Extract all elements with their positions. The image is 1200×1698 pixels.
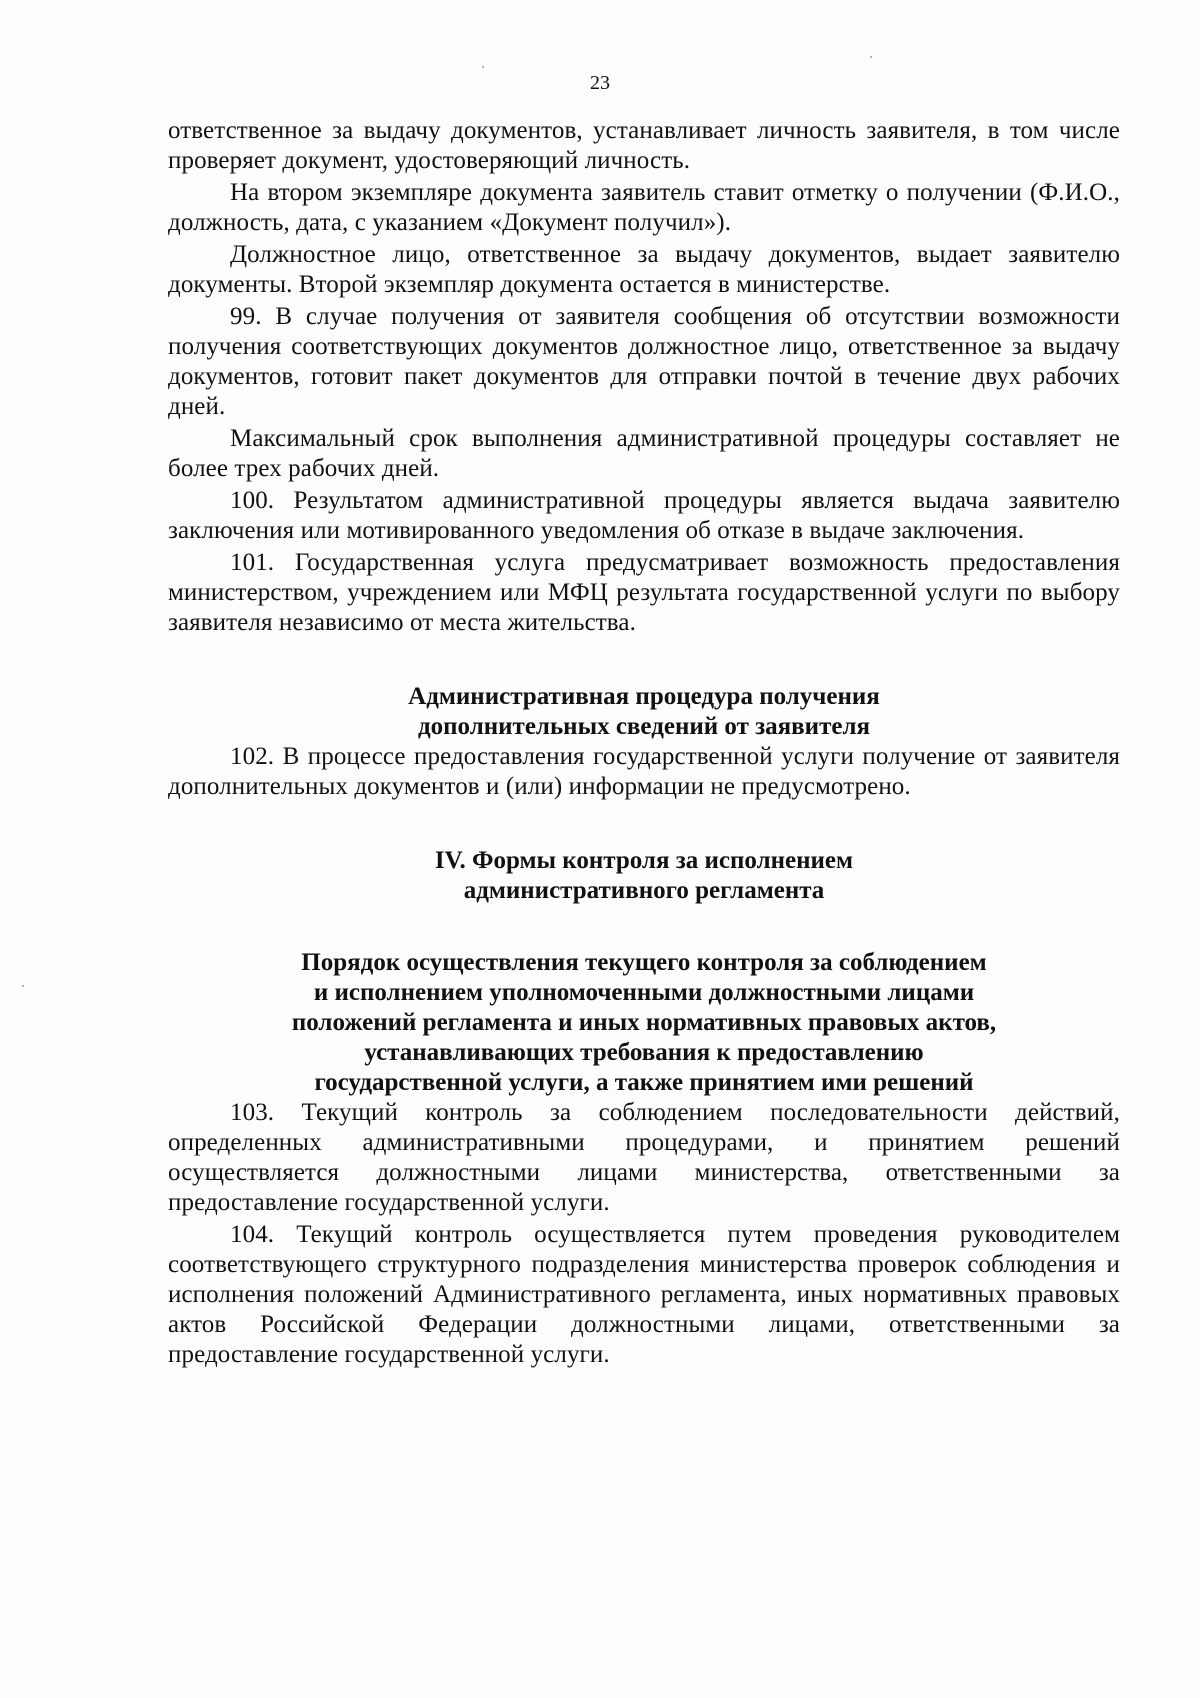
heading-section-iv-line-1: IV. Формы контроля за исполнением bbox=[434, 847, 854, 874]
heading-current-control-line-3: положений регламента и иных нормативных правовых актов, bbox=[291, 1009, 997, 1036]
heading-current-control-line-4: устанавливающих требования к предоставлению bbox=[364, 1039, 924, 1066]
paragraph-issue-documents: Должностное лицо, ответственное за выдачу документов, выдает заявителю документы. Второй экземпляр документа остается в министерстве. bbox=[168, 241, 1120, 298]
paragraph-104: 104. Текущий контроль осуществляется путем проведения руководителем соответствующего структурного подразделения министерства проверок соблюдения и исполнения положений Административного регламента, иных нормативных правовых актов Российской Федерации должностными лицами, ответственными за предоставление государственной услуги. bbox=[168, 1221, 1120, 1368]
heading-current-control-line-1: Порядок осуществления текущего контроля за соблюдением bbox=[301, 949, 987, 976]
document-body bbox=[168, 116, 1120, 1370]
scan-speck bbox=[482, 66, 484, 68]
paragraph-max-term: Максимальный срок выполнения административной процедуры составляет не более трех рабочих дней. bbox=[168, 425, 1120, 482]
paragraph-100: 100. Результатом административной процедуры является выдача заявителю заключения или мотивированного уведомления об отказе в выдаче заключения. bbox=[168, 487, 1120, 544]
scan-speck bbox=[22, 985, 24, 987]
paragraph-103: 103. Текущий контроль за соблюдением последовательности действий, определенных административными процедурами, и принятием решений осуществляется должностными лицами министерства, ответственными за предоставление государственной услуги. bbox=[168, 1099, 1120, 1216]
page-number: 23 bbox=[590, 72, 610, 94]
heading-section-iv-line-2: административного регламента bbox=[463, 877, 825, 904]
heading-section-iv bbox=[168, 846, 1120, 906]
heading-current-control-line-5: государственной услуги, а также принятием ими решений bbox=[314, 1069, 974, 1096]
paragraph-continuation: ответственное за выдачу документов, устанавливает личность заявителя, в том числе проверяет документ, удостоверяющий личность. bbox=[168, 117, 1120, 174]
heading-current-control bbox=[168, 948, 1120, 1098]
scan-speck bbox=[870, 56, 872, 58]
heading-additional-info-line-1: Административная процедура получения bbox=[408, 683, 880, 710]
heading-current-control-line-2: и исполнением уполномоченными должностными лицами bbox=[313, 979, 975, 1006]
paragraph-signature-mark: На втором экземпляре документа заявитель ставит отметку о получении (Ф.И.О., должность, дата, с указанием «Документ получил»). bbox=[168, 179, 1120, 236]
heading-additional-info-line-2: дополнительных сведений от заявителя bbox=[417, 713, 871, 740]
heading-additional-info bbox=[168, 682, 1120, 742]
paragraph-99: 99. В случае получения от заявителя сообщения об отсутствии возможности получения соответствующих документов должностное лицо, ответственное за выдачу документов, готовит пакет документов для отправки почтой в течение двух рабочих дней. bbox=[168, 303, 1120, 420]
paragraph-102: 102. В процессе предоставления государственной услуги получение от заявителя дополнительных документов и (или) информации не предусмотрено. bbox=[168, 743, 1120, 800]
paragraph-101: 101. Государственная услуга предусматривает возможность предоставления министерством, учреждением или МФЦ результата государственной услуги по выбору заявителя независимо от места жительства. bbox=[168, 549, 1120, 636]
